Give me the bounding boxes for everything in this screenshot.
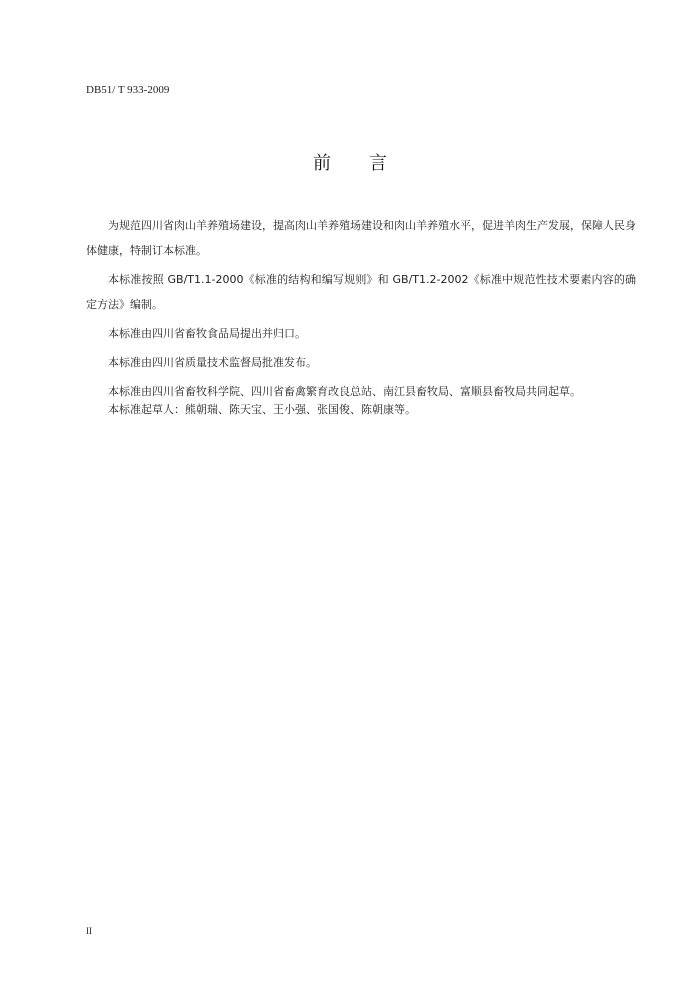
paragraph-drafting-rules: 本标准按照 GB/T1.1-2000《标准的结构和编写规则》和 GB/T1.2-2002《标准中规范性技术要素内容的确定方法》编制。 [86,273,636,311]
document-code: DB51/ T 933-2009 [86,84,170,96]
paragraph-proposer: 本标准由四川省畜牧食品局提出并归口。 [108,327,306,340]
title-char-1: 前 [313,153,331,174]
paragraph-purpose: 为规范四川省肉山羊养殖场建设，提高肉山羊养殖场建设和肉山羊养殖水平，促进羊肉生产发展，保障人民身体健康，特制订本标准。 [86,219,636,257]
foreword-body [86,213,636,426]
title-char-2: 言 [369,153,387,174]
paragraph-approver: 本标准由四川省质量技术监督局批准发布。 [108,356,317,369]
paragraph-drafting-units: 本标准由四川省畜牧科学院、四川省畜禽繁育改良总站、南江县畜牧局、富顺县畜牧局共同起草。 [108,385,581,398]
page-title [0,149,700,175]
paragraph-drafters: 本标准起草人：熊朝瑞、陈天宝、王小强、张国俊、陈朝康等。 [108,403,416,416]
page-number: II [86,926,92,936]
